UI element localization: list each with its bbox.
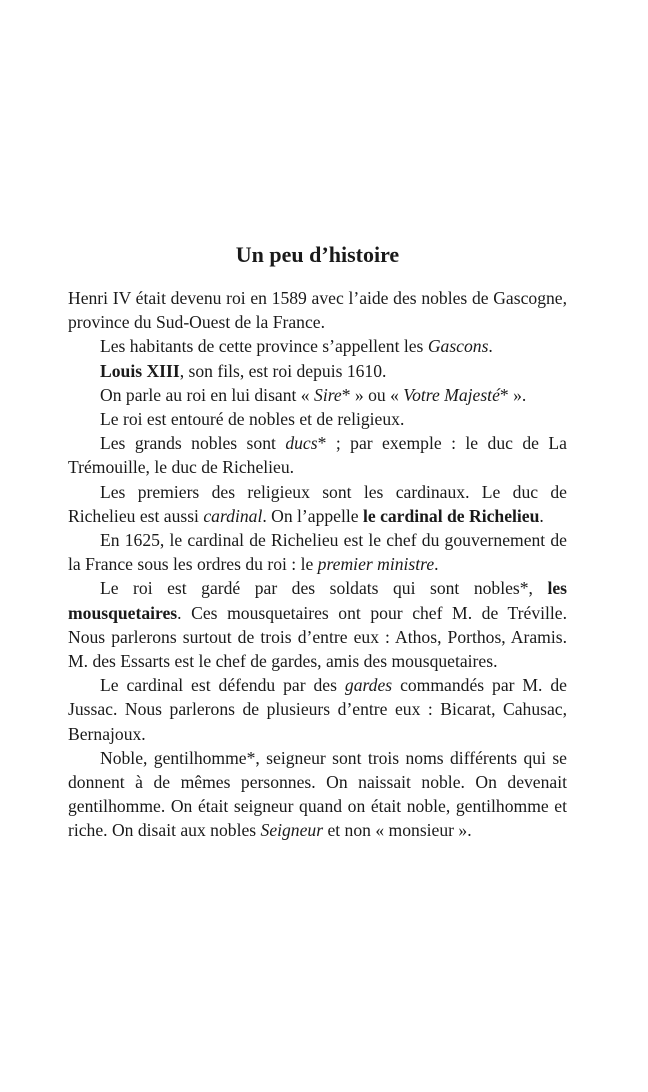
page-title: Un peu d’histoire	[235, 242, 400, 267]
paragraph	[68, 334, 567, 358]
text-run: . Ces mousquetaires ont pour chef M. de Tréville. Nous parlerons surtout de trois d’entre eux : Athos, Porthos, Aramis. M. des Essarts est le chef de gardes, amis des mousquetaires.	[68, 602, 567, 672]
italic-text: gardes	[344, 675, 393, 696]
paragraph	[68, 407, 567, 431]
text-run: .	[539, 505, 544, 526]
bold-text: le cardinal de Richelieu	[362, 505, 540, 526]
text-run: Henri IV était devenu roi en 1589 avec l’aide des nobles de Gascogne, province du Sud-Ouest de la France.	[68, 288, 567, 333]
paragraph	[68, 576, 567, 673]
paragraph	[68, 286, 567, 334]
text-run: * » ou «	[341, 384, 404, 405]
text-run: .	[434, 554, 439, 575]
italic-text: Votre Majesté	[403, 384, 500, 405]
text-run: .	[488, 336, 493, 357]
text-run: Les premiers des religieux sont les cardinaux. Le duc de Richelieu est aussi	[68, 481, 567, 526]
paragraph	[68, 673, 567, 746]
italic-text: premier ministre	[317, 554, 435, 575]
text-run: Les habitants de cette province s’appellent les	[100, 336, 428, 357]
text-run: Le roi est entouré de nobles et de religieux.	[100, 409, 405, 430]
paragraph	[68, 359, 567, 383]
paragraph	[68, 480, 567, 528]
text-run: et non « monsieur ».	[323, 820, 472, 841]
paragraph	[68, 431, 567, 479]
text-run: * ; par exemple : le duc de La Trémouille, le duc de Richelieu.	[68, 433, 567, 478]
paragraph	[68, 528, 567, 576]
paragraph	[68, 746, 567, 843]
text-run: Noble, gentilhomme*, seigneur sont trois noms différents qui se donnent à de mêmes personnes. On naissait noble. On devenait gentilhomme. On était seigneur quand on était noble, gentilhomme et riche. On disait aux nobles	[68, 747, 567, 841]
text-run: Le cardinal est défendu par des	[100, 675, 345, 696]
text-run: . On l’appelle	[262, 505, 363, 526]
text-run: On parle au roi en lui disant «	[100, 384, 315, 405]
italic-text: Seigneur	[260, 820, 324, 841]
page-content	[68, 240, 567, 843]
text-run: * ».	[499, 384, 527, 405]
text-run: Le roi est gardé par des soldats qui sont nobles*,	[100, 578, 548, 599]
text-run: Les grands nobles sont	[100, 433, 286, 454]
paragraph	[68, 383, 567, 407]
italic-text: ducs	[285, 433, 318, 454]
text-run: commandés par M. de Jussac. Nous parlerons de plusieurs d’entre eux : Bicarat, Cahusac, Bernajoux.	[68, 675, 567, 744]
italic-text: Sire	[314, 384, 342, 405]
text-run: En 1625, le cardinal de Richelieu est le chef du gouvernement de la France sous les ordres du roi : le	[68, 530, 567, 575]
body-text	[68, 286, 567, 843]
bold-text: Louis XIII	[100, 360, 180, 381]
bold-text: les mousquetaires	[68, 578, 567, 623]
text-run: , son fils, est roi depuis 1610.	[179, 360, 387, 381]
italic-text: Gascons	[427, 336, 489, 357]
italic-text: cardinal	[203, 505, 263, 526]
